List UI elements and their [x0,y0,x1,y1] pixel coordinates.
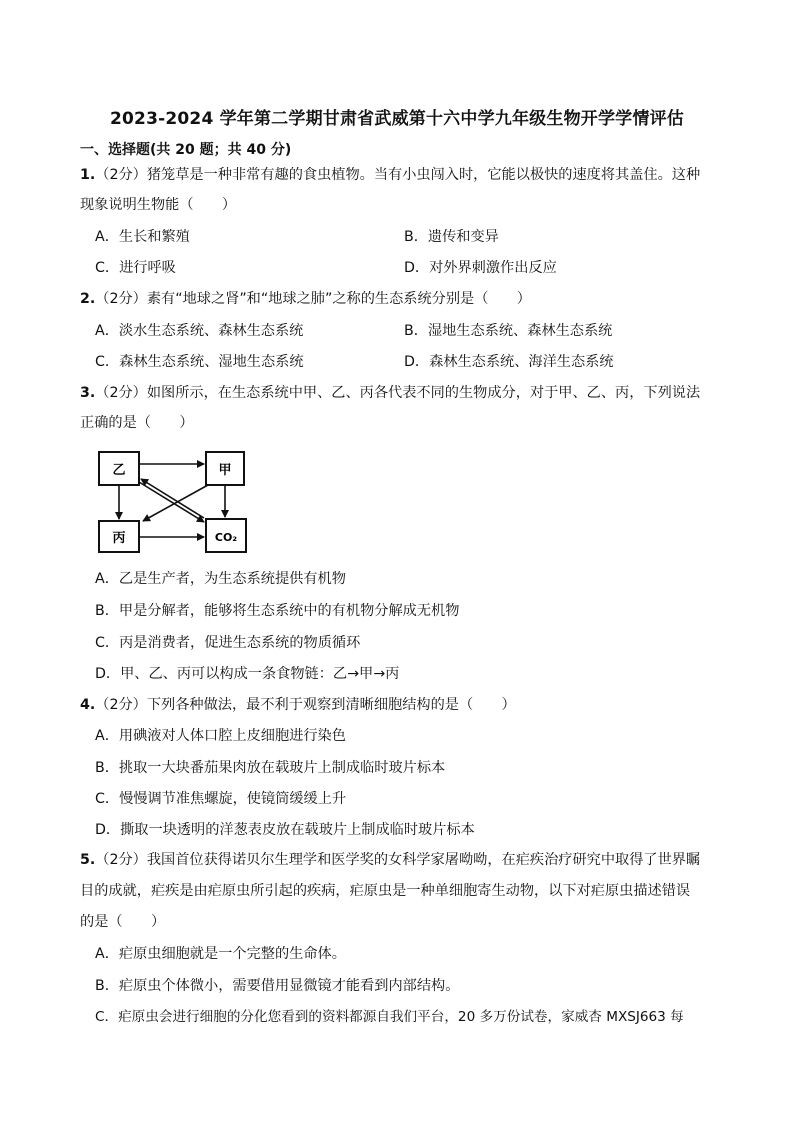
question-4-option-d: D．撕取一块透明的洋葱表皮放在载玻片上制成临时玻片标本 [95,822,475,838]
question-4-line-1 [80,695,516,715]
question-3-option-d: D．甲、乙、丙可以构成一条食物链：乙→甲→丙 [95,666,400,682]
question-3-line-2: 正确的是（ ） [80,415,194,431]
question-5-line-3: 的是（ ） [80,914,166,930]
question-1-line-1 [80,165,700,185]
question-5-option-a: A．疟原虫细胞就是一个完整的生命体。 [95,946,346,962]
question-1-option-d: D．对外界刺激作出反应 [404,260,557,276]
question-1-text: （2分）猪笼草是一种非常有趣的食虫植物。当有小虫闯入时，它能以极快的速度将其盖住。这种 [95,167,701,183]
question-5-option-c: C．疟原虫会进行细胞的分化您看到的资料都源自我们平台，20 多万份试卷，家威杏 MXSJ663 每 [95,1009,684,1025]
question-3-text: （2分）如图所示，在生态系统中甲、乙、丙各代表不同的生物成分，对于甲、乙、丙，下列说法 [95,385,701,401]
question-4-text: （2分）下列各种做法，最不利于观察到清晰细胞结构的是（ ） [95,697,516,713]
label-bing: 丙 [112,531,126,546]
question-2-number: 2. [80,291,96,307]
section-heading: 一、选择题(共 20 题；共 40 分) [80,142,292,158]
question-3-option-c: C．丙是消费者，促进生态系统的物质循环 [95,635,361,651]
label-co2: CO₂ [214,531,238,544]
question-1-option-a: A．生长和繁殖 [95,229,190,245]
question-5-text: （2分）我国首位获得诺贝尔生理学和医学奖的女科学家屠呦呦，在疟疾治疗研究中取得了世界瞩 [95,852,701,868]
ecosystem-diagram [96,448,256,554]
question-1-number: 1. [80,167,96,183]
question-4-option-b: B．挑取一大块番茄果肉放在载玻片上制成临时玻片标本 [95,760,446,776]
question-5-line-1 [80,850,700,870]
arrow-co2-to-yi [141,479,204,518]
label-yi: 乙 [112,463,126,478]
question-2-option-a: A．淡水生态系统、森林生态系统 [95,323,304,339]
question-1-option-c: C．进行呼吸 [95,260,176,276]
question-2-text: （2分）素有“地球之肾”和“地球之肺”之称的生态系统分别是（ ） [95,291,531,307]
question-1-line-2: 现象说明生物能（ ） [80,197,237,213]
question-2-line-1 [80,289,531,309]
question-3-option-a: A．乙是生产者，为生态系统提供有机物 [95,571,346,587]
question-4-number: 4. [80,697,96,713]
question-5-option-b: B．疟原虫个体微小，需要借用显微镜才能看到内部结构。 [95,978,460,994]
question-5-line-2: 目的成就，疟疾是由疟原虫所引起的疾病，疟原虫是一种单细胞寄生动物，以下对疟原虫描述错误 [80,883,691,899]
question-2-option-d: D．森林生态系统、海洋生态系统 [404,354,614,370]
question-2-option-b: B．湿地生态系统、森林生态系统 [404,323,613,339]
document-title: 2023-2024 学年第二学期甘肃省武威第十六中学九年级生物开学学情评估 [109,109,684,129]
question-3-option-b: B．甲是分解者，能够将生态系统中的有机物分解成无机物 [95,603,460,619]
question-3-number: 3. [80,385,96,401]
question-3-line-1 [80,383,700,403]
question-5-number: 5. [80,852,96,868]
label-jia: 甲 [218,463,232,478]
question-4-option-c: C．慢慢调节准焦螺旋，使镜筒缓缓上升 [95,791,347,807]
question-4-option-a: A．用碘液对人体口腔上皮细胞进行染色 [95,728,346,744]
question-1-option-b: B．遗传和变异 [404,229,499,245]
question-2-option-c: C．森林生态系统、湿地生态系统 [95,354,304,370]
arrow-yi-to-co2 [139,482,204,522]
